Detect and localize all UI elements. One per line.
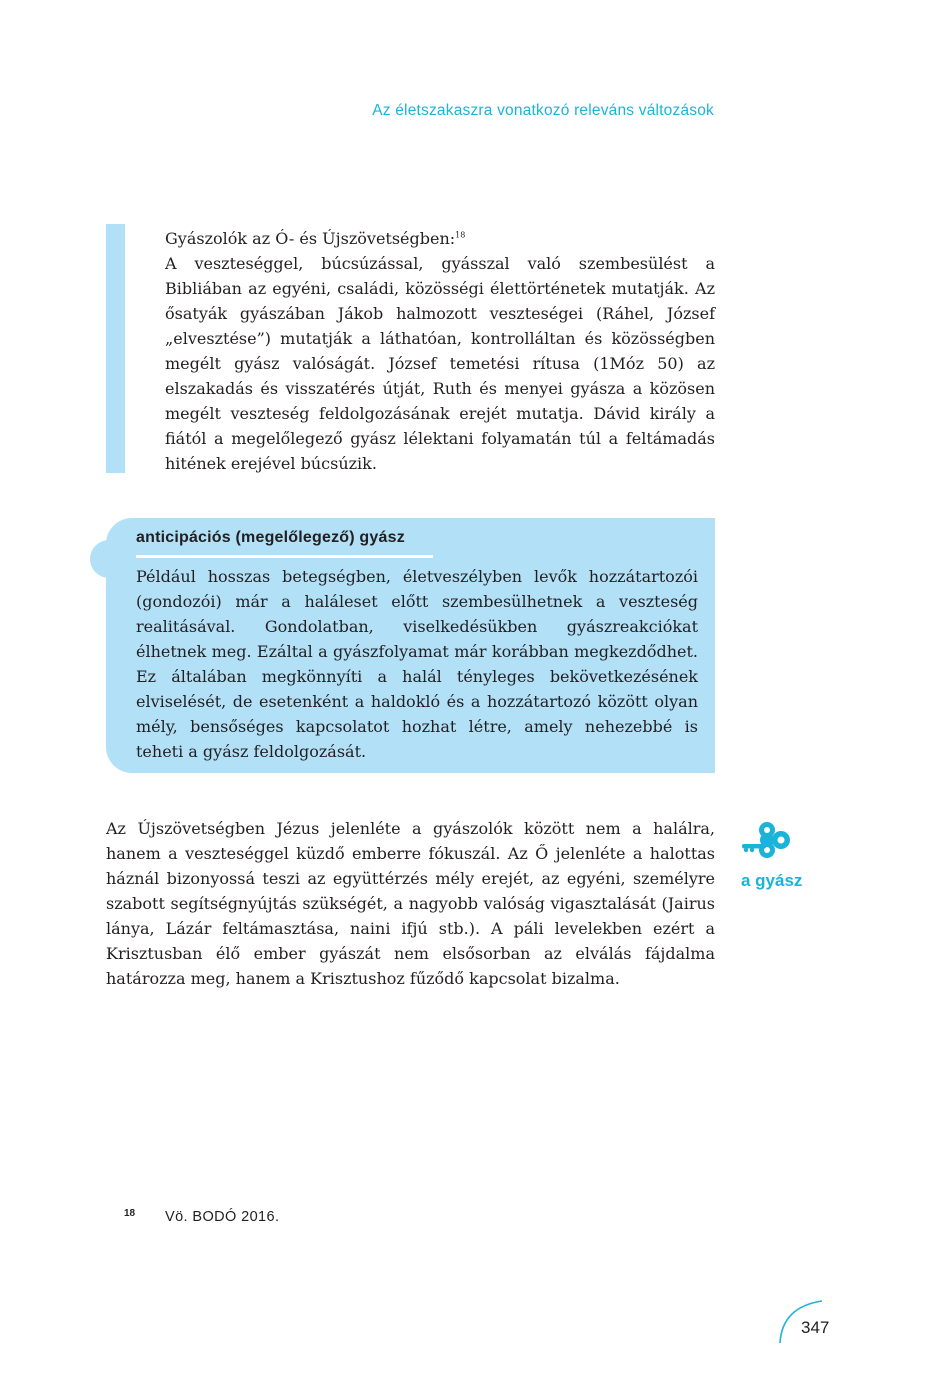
sidebar-keyword: a gyász	[741, 871, 803, 890]
footnote-reference[interactable]: 18	[455, 230, 466, 240]
definition-title-underline	[136, 555, 433, 558]
footnote-number: 18	[124, 1208, 136, 1219]
body-paragraph: Az Újszövetségben Jézus jelenléte a gyászolók között nem a halálra, hanem a veszteséggel küzdő emberre fókuszál. Az Ő jelenléte a halottas háznál bizonyossá teszi az együttérzés mély erejét, az egyéni, személyre szabott segítségnyújtás szükségét, a nagyobb valóság vigasztalását (Jairus lánya, Lázár feltámasztása, naini ifjú stb.). A páli levelekben ezért a Krisztusban élő ember gyászát nem elsősorban az elválás fájdalma határozza meg, hanem a Krisztushoz fűződő kapcsolat bizalma.	[106, 819, 715, 988]
running-header: Az életszakaszra vonatkozó releváns változások	[372, 102, 714, 119]
footnote-text: Vö. BODÓ 2016.	[165, 1209, 280, 1225]
key-icon	[740, 820, 792, 860]
quote-title-text: Gyászolók az Ó- és Újszövetségben:	[165, 229, 456, 248]
quote-text: A veszteséggel, búcsúzással, gyásszal való szembesülést a Bibliában az egyéni, családi, közösségi élettörténetek mutatják. Az ősatyák gyászában Jákob halmozott veszteségei (Ráhel, József „elvesztése”) mutatják a láthatóan, kontrolláltan és közösségben megélt gyász valóságát. József temetési rítusa (1Móz 50) az elszakadás és visszatérés útját, Ruth és menyei gyásza a közösen megélt veszteség feldolgozásának erejét mutatja. Dávid király a fiától a megelőlegező gyász lélektani folyamatán túl a feltámadás hitének erejével búcsúzik.	[165, 254, 715, 473]
quote-accent-bar	[106, 224, 125, 473]
quote-title	[165, 226, 715, 251]
bible-quote-block	[165, 226, 715, 476]
page-number: 347	[801, 1318, 830, 1337]
definition-title: anticipációs (megelőlegező) gyász	[136, 529, 405, 546]
definition-text: Például hosszas betegségben, életveszélyben levők hozzátartozói (gondozói) már a haláleset előtt szembesülhetnek a veszteség realitásával. Gondolatban, viselkedésükben gyászreakciókat élhetnek meg. Ezáltal a gyászfolyamat már korábban megkezdődhet. Ez általában megkönnyíti a halál tényleges bekövetkezésének elviselését, de esetenként a haldokló és a hozzátartozó között olyan mély, bensőséges kapcsolatot hozhat létre, amely nehezebbé is teheti a gyász feldolgozását.	[136, 567, 698, 761]
definition-box-notch	[90, 540, 128, 578]
